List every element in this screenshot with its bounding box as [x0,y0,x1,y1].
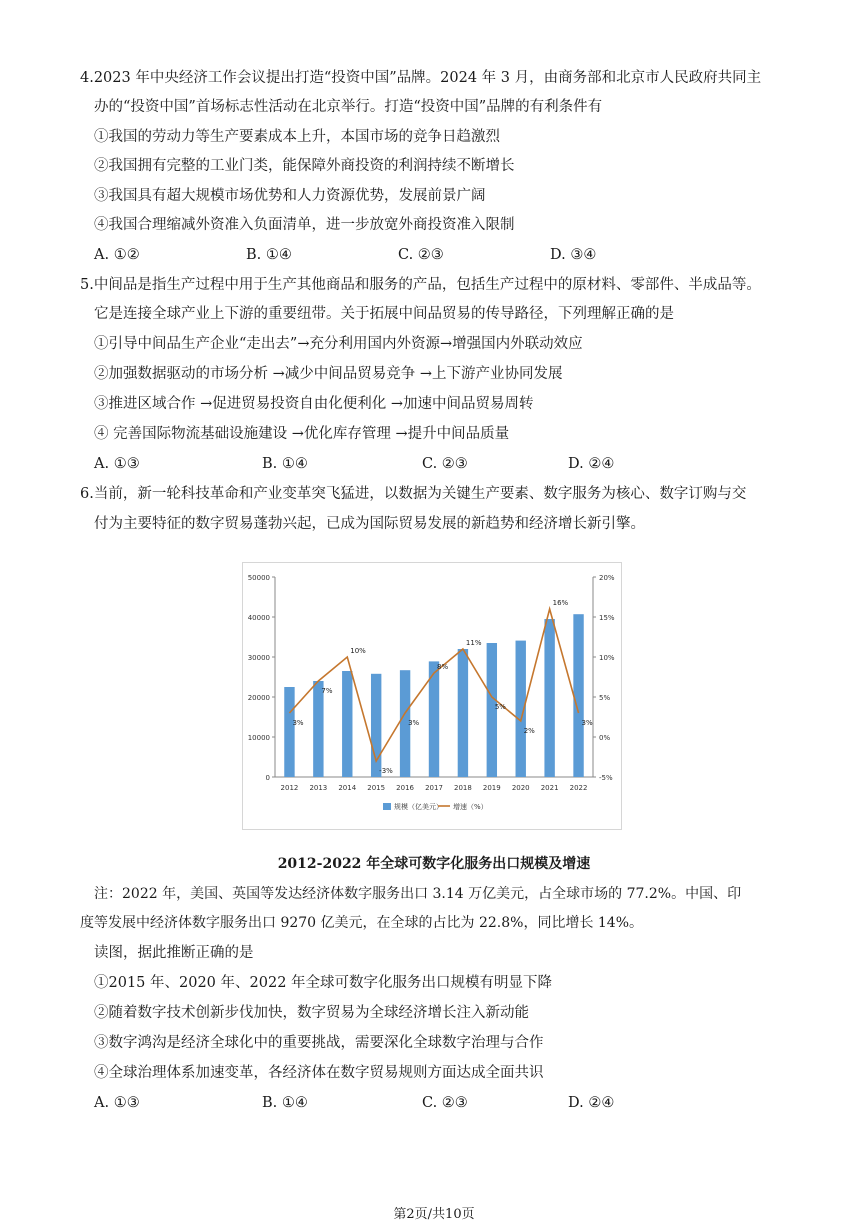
bar [342,671,352,777]
left-tick-label: 20000 [247,694,270,702]
q5-item-4: ④ 完善国际物流基础设施建设 →优化库存管理 →提升中间品质量 [94,426,510,442]
x-tick-label: 2022 [569,784,588,792]
growth-data-label: 7% [321,687,333,695]
q5-item-2: ②加强数据驱动的市场分析 →减少中间品贸易竞争 →上下游产业协同发展 [94,366,563,382]
legend-bar-swatch [383,803,391,810]
q5-stem-line1: 5.中间品是指生产过程中用于生产其他商品和服务的产品，包括生产过程中的原材料、零部件、半成品等。 [80,277,761,293]
q5-option-c: C. ②③ [422,456,468,472]
chart-caption: 2012-2022 年全球可数字化服务出口规模及增速 [277,856,591,872]
right-tick-label: 15% [599,614,615,622]
export-chart [243,563,621,829]
q4-item-3: ③我国具有超大规模市场优势和人力资源优势，发展前景广阔 [94,188,486,204]
q6-item-3: ③数字鸿沟是经济全球化中的重要挑战，需要深化全球数字治理与合作 [94,1035,544,1051]
q5-stem-line2: 它是连接全球产业上下游的重要纽带。关于拓展中间品贸易的传导路径，下列理解正确的是 [94,306,674,322]
left-tick-label: 0 [265,774,270,782]
q5-option-a: A. ①③ [94,456,140,472]
q4-option-d: D. ③④ [550,247,597,263]
growth-data-label: 16% [552,599,569,607]
left-tick-label: 10000 [247,734,270,742]
q6-option-b: B. ①④ [262,1095,308,1111]
q6-option-d: D. ②④ [568,1095,615,1111]
q6-item-1: ①2015 年、2020 年、2022 年全球可数字化服务出口规模有明显下降 [94,975,553,991]
q4-option-b: B. ①④ [246,247,292,263]
q6-note-line2: 度等发展中经济体数字服务出口 9270 亿美元，在全球的占比为 22.8%，同比增长 14%。 [80,915,644,931]
left-tick-label: 30000 [247,654,270,662]
left-tick-label: 40000 [247,614,270,622]
bar [458,649,468,777]
bar [573,614,583,777]
x-tick-label: 2013 [309,784,328,792]
right-tick-label: 10% [599,654,615,662]
q4-stem-line1: 4.2023 年中央经济工作会议提出打造“投资中国”品牌。2024 年 3 月，由商务部和北京市人民政府共同主 [80,70,762,86]
q6-stem-line2: 付为主要特征的数字贸易蓬勃兴起，已成为国际贸易发展的新趋势和经济增长新引擎。 [94,516,645,532]
legend-bar-label: 规模（亿美元） [394,803,443,811]
x-tick-label: 2015 [367,784,386,792]
x-tick-label: 2017 [425,784,443,792]
q4-option-c: C. ②③ [398,247,444,263]
right-tick-label: 0% [599,734,611,742]
right-tick-label: 20% [599,574,615,582]
growth-data-label: 10% [350,647,366,655]
growth-data-label: 11% [465,639,482,647]
growth-data-label: 5% [494,703,506,711]
q6-item-4: ④全球治理体系加速变革，各经济体在数字贸易规则方面达成全面共识 [94,1065,544,1081]
x-tick-label: 2020 [511,784,530,792]
chart-frame [242,562,622,830]
x-tick-label: 2012 [280,784,299,792]
growth-data-label: -3% [379,767,393,775]
q5-item-1: ①引导中间品生产企业“走出去”→充分利用国内外资源→增强国内外联动效应 [94,336,583,352]
legend-line-label: 增速（%） [453,803,488,811]
growth-data-label: 3% [292,719,304,727]
q6-prompt: 读图，据此推断正确的是 [94,945,254,961]
page-footer: 第2页/共10页 [393,1207,475,1222]
growth-data-label: 3% [581,719,593,727]
q5-option-d: D. ②④ [568,456,615,472]
bar [313,681,323,777]
right-tick-label: -5% [599,774,613,782]
q4-item-4: ④我国合理缩减外资准入负面清单，进一步放宽外商投资准入限制 [94,217,515,233]
q4-item-2: ②我国拥有完整的工业门类，能保障外商投资的利润持续不断增长 [94,158,515,174]
q4-stem-line2: 办的“投资中国”首场标志性活动在北京举行。打造“投资中国”品牌的有利条件有 [94,99,603,115]
growth-data-label: 8% [437,663,449,671]
left-tick-label: 50000 [247,574,270,582]
q5-item-3: ③推进区域合作 →促进贸易投资自由化便利化 →加速中间品贸易周转 [94,396,534,412]
growth-data-label: 2% [523,727,535,735]
bar [284,687,294,777]
growth-data-label: 3% [408,719,420,727]
x-tick-label: 2016 [396,784,415,792]
x-tick-label: 2014 [338,784,357,792]
q6-item-2: ②随着数字技术创新步伐加快，数字贸易为全球经济增长注入新动能 [94,1005,529,1021]
q6-stem-line1: 6.当前，新一轮科技革命和产业变革突飞猛进，以数据为关键生产要素、数字服务为核心、数字订购与交 [80,486,747,502]
q6-option-c: C. ②③ [422,1095,468,1111]
right-tick-label: 5% [599,694,611,702]
x-tick-label: 2021 [540,784,559,792]
x-tick-label: 2019 [482,784,501,792]
q5-option-b: B. ①④ [262,456,308,472]
q6-note-line1: 注：2022 年，美国、英国等发达经济体数字服务出口 3.14 万亿美元，占全球市场的 77.2%。中国、印 [94,886,742,902]
q4-item-1: ①我国的劳动力等生产要素成本上升，本国市场的竞争日趋激烈 [94,129,500,145]
x-tick-label: 2018 [453,784,472,792]
q4-option-a: A. ①② [94,247,140,263]
bar [544,619,554,777]
q6-option-a: A. ①③ [94,1095,140,1111]
